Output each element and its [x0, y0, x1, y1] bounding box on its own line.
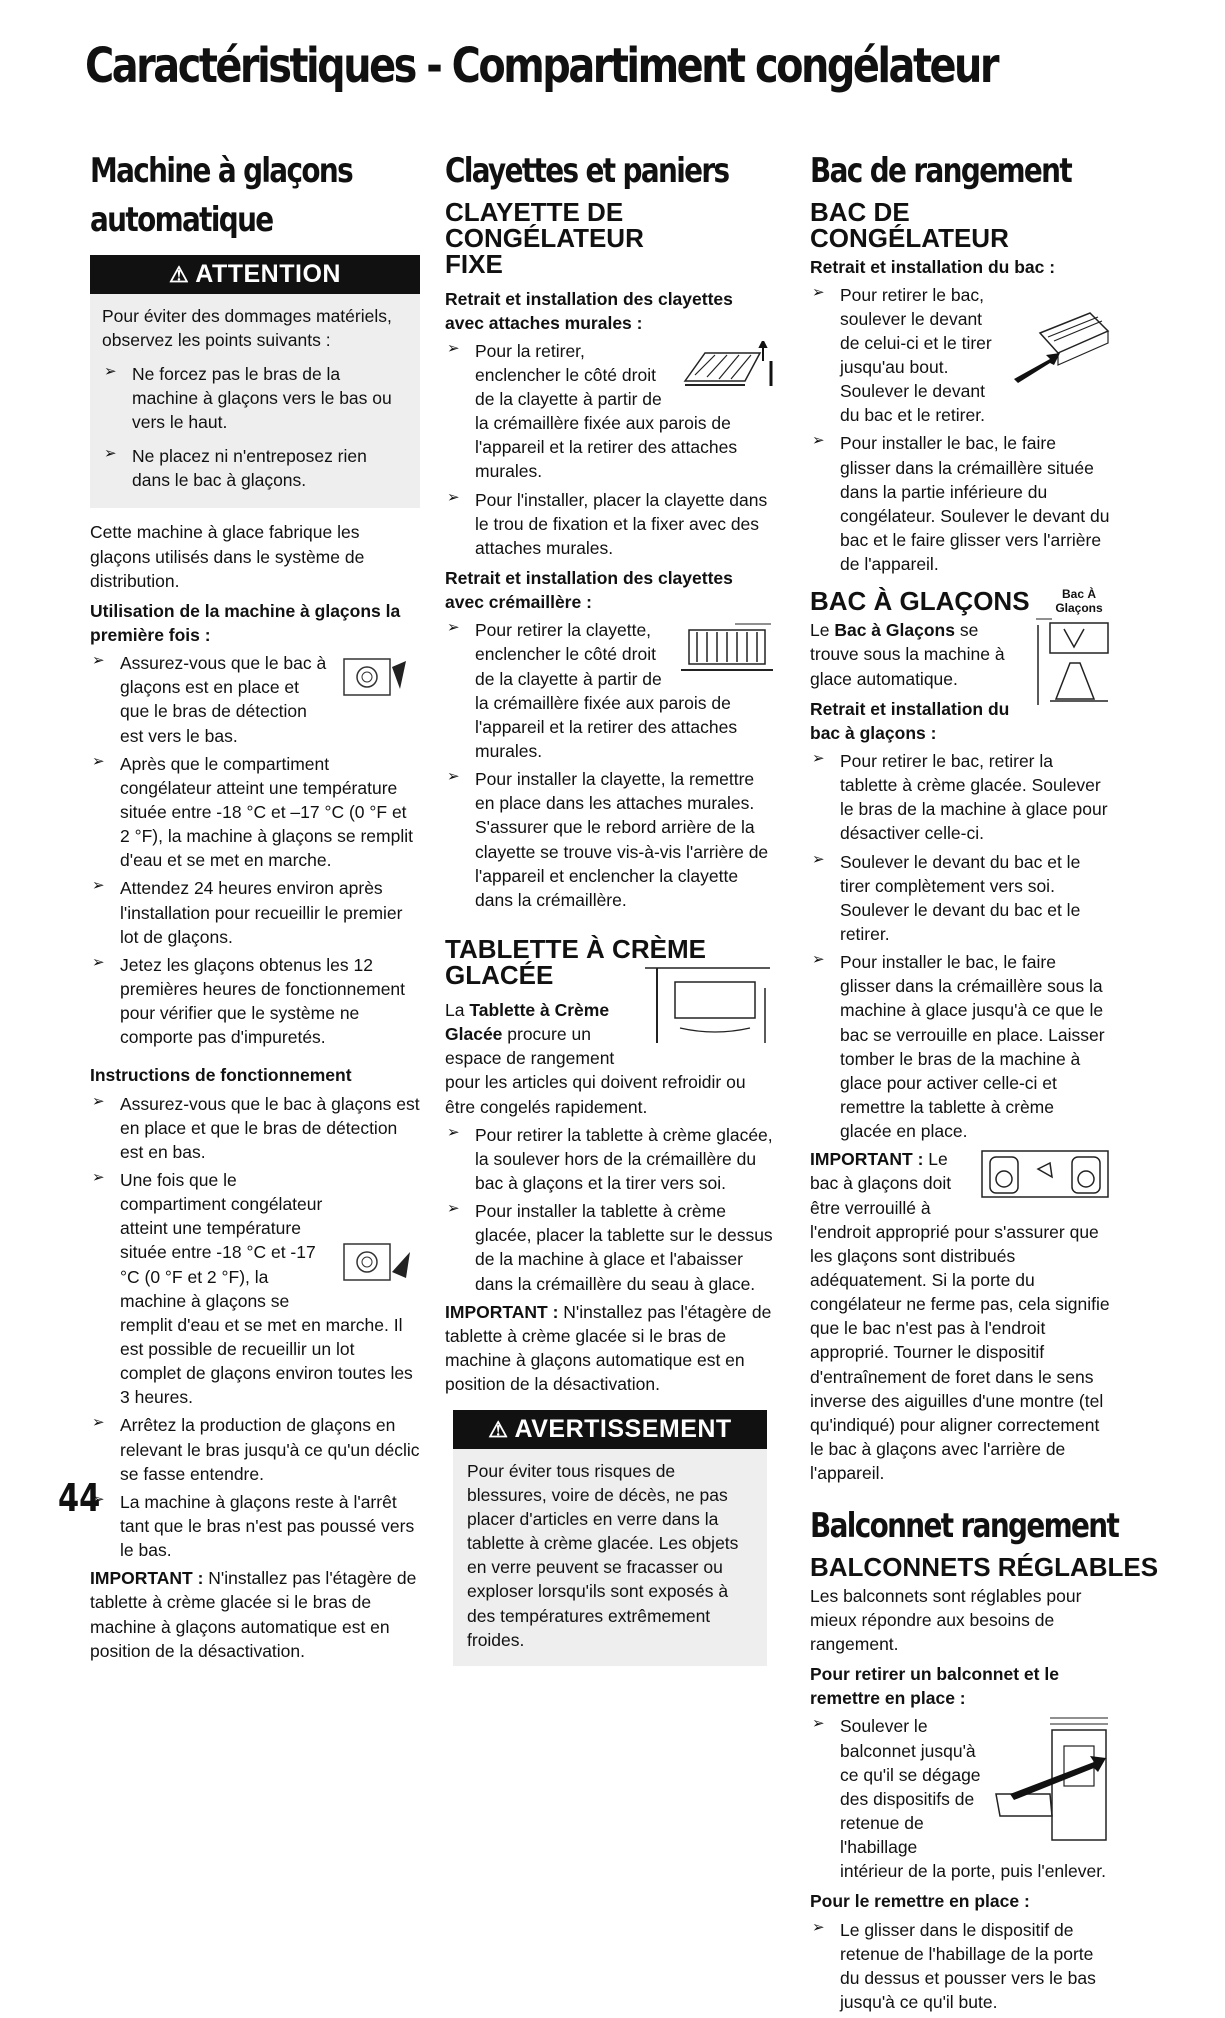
list-item: ➢ Pour retirer le bac, retirer la tablette à crème glacée. Soulever le bras de la machine à glace pour désactiver celle-ci. [810, 749, 1110, 846]
list-item: ➢ Soulever le balconnet jusqu'à ce qu'il se dégage des dispositifs de retenue de l'habillage intérieur de la porte, puis l'enlever. [810, 1714, 1110, 1883]
avertissement-label: AVERTISSEMENT [514, 1415, 732, 1444]
balconnet-remove-heading: Pour retirer un balconnet et le remettre en place : [810, 1664, 1059, 1709]
shelves-title: Clayettes et paniers [445, 151, 729, 191]
ice-bin-figure [1030, 588, 1110, 711]
list-item: ➢ Pour installer le bac, le faire glisser dans la crémaillère située dans la partie inférieure du congélateur. Soulever le devant du bac et le faire glisser vers l'arrière de l'appareil. [810, 431, 1110, 576]
ice-maker-intro: Cette machine à glace fabrique les glaçons utilisés dans le système de distribution. [90, 522, 365, 591]
freezer-bin-heading: Retrait et installation du bac : [810, 256, 1056, 277]
balconnet-title: Balconnet rangement [810, 1506, 1119, 1547]
rack-shelf-heading: Retrait et installation des clayettes avec crémaillère : [445, 568, 733, 613]
list-item: ➢ Pour installer la tablette à crème glacée, placer la tablette sur le dessus de la machine à glace et l'abaisser dans la crémaillère du seau à glace. [445, 1199, 775, 1296]
attention-list [102, 362, 408, 493]
important-note: IMPORTANT : N'installez pas l'étagère de tablette à crème glacée si le bras de machine à glaçons automatique est en position de la désactivation. [90, 1568, 417, 1661]
balconnet-replace-heading: Pour le remettre en place : [810, 1891, 1030, 1912]
rack-shelf-list [445, 618, 775, 912]
ops-list [90, 1092, 420, 1563]
ops-heading: Instructions de fonctionnement [90, 1065, 352, 1086]
ice-maker-arm-down-illustration [340, 653, 420, 701]
ice-bin-label: Bac À Glaçons [1055, 587, 1103, 615]
wall-shelf-illustration [675, 341, 775, 401]
list-item: ➢ Assurez-vous que le bac à glaçons est en place et que le bras de détection est en bas. [90, 1092, 420, 1164]
page-number: 44 [58, 1476, 101, 1520]
list-item: ➢ Attendez 24 heures environ après l'installation pour recueillir le premier lot de glaçons. [90, 876, 420, 948]
list-item: ➢ Pour retirer le bac, soulever le devant de celui-ci et le tirer jusqu'au bout. Soulever le devant du bac et le retirer. [810, 283, 1110, 428]
list-item: ➢ Pour installer le bac, le faire glisser dans la crémaillère sous la machine à glace jusqu'à ce que le bac se verrouille en place. Laisser tomber le bras de la machine à glace pour activer celle-ci et remettre la tablette à crème glacée en place. [810, 950, 1110, 1143]
avertissement-box [453, 1449, 767, 1666]
adjustable-balconnets-title: BALCONNETS RÉGLABLES [810, 1551, 1159, 1582]
wall-shelf-heading: Retrait et installation des clayettes avec attaches murales : [445, 288, 733, 333]
column-ice-maker [90, 150, 420, 1667]
fixed-shelf-title: CLAYETTE DE CONGÉLATEUR FIXE [445, 196, 644, 279]
ice-cream-shelf-title: TABLETTE À CRÈME GLACÉE [445, 934, 706, 991]
list-item: ➢ Le glisser dans le dispositif de retenue de l'habillage de la porte du dessus et pousser vers le bas jusqu'à ce qu'il bute. [810, 1918, 1110, 2015]
wall-shelf-list [445, 339, 775, 560]
warning-triangle-icon: ⚠ [169, 262, 190, 287]
first-use-heading: Utilisation de la machine à glaçons la première fois : [90, 600, 401, 646]
list-item: ➢ Ne placez ni n'entreposez rien dans le bac à glaçons. [102, 444, 408, 492]
attention-intro: Pour éviter des dommages matériels, observez les points suivants : [102, 305, 392, 350]
ice-maker-arm-up-illustration [340, 1238, 420, 1286]
freezer-bin-title: BAC DE CONGÉLATEUR [810, 196, 1009, 253]
ice-maker-title-line2: automatique [90, 199, 273, 240]
ice-bin-title: BAC À GLAÇONS [810, 586, 1030, 617]
list-item: ➢ Pour retirer la clayette, enclencher le côté droit de la clayette à partir de la crémaillère fixée aux parois de l'appareil et la retirer des attaches murales. [445, 618, 775, 763]
balconnet-intro: Les balconnets sont réglables pour mieux répondre aux besoins de rangement. [810, 1585, 1082, 1655]
first-use-list [90, 651, 420, 1049]
list-item: ➢ Jetez les glaçons obtenus les 12 premières heures de fonctionnement pour vérifier que le système ne comporte pas d'impuretés. [90, 953, 420, 1050]
avertissement-banner [453, 1410, 767, 1449]
column-shelves [445, 150, 775, 1666]
balconnet-remove-list [810, 1714, 1110, 1883]
avertissement-text: Pour éviter tous risques de blessures, voire de décès, ne pas placer d'articles en verre dans la tablette à crème glacée. Les objets en verre peuvent se fracasser ou exploser lorsqu'ils sont exposés à des températures extrêmement froides. [467, 1460, 739, 1650]
ice-bin-heading: Retrait et installation du bac à glaçons : [810, 698, 1010, 743]
important-note: IMPORTANT : N'installez pas l'étagère de tablette à crème glacée si le bras de machine à glaçons automatique est en position de la désactivation. [445, 1301, 772, 1395]
ice-cream-shelf-intro: La Tablette à Crème Glacée procure un espace de rangement pour les articles qui doivent refroidir ou être congelés rapidement. [445, 1000, 746, 1117]
ice-bin-intro: Le Bac à Glaçons se trouve sous la machine à glace automatique. [810, 620, 1005, 689]
ice-maker-title-line1: Machine à glaçons [90, 151, 353, 191]
list-item: ➢ Pour installer la clayette, la remettre en place dans les attaches murales. S'assurer que le rebord arrière de la clayette se trouve vis-à-vis l'arrière de l'appareil et enclencher la clayette dans la crémaillère. [445, 767, 775, 912]
ice-bin-list [810, 749, 1110, 1143]
list-item: ➢ Pour l'installer, placer la clayette dans le trou de fixation et la fixer avec des attaches murales. [445, 488, 775, 560]
storage-bin-title: Bac de rangement [810, 151, 1072, 191]
page-title: Caractéristiques - Compartiment congélateur [85, 38, 998, 94]
ice-bin-illustration [1030, 615, 1110, 705]
list-item: ➢ Une fois que le compartiment congélateur atteint une température située entre -18 °C et -17 °C (0 °F et 2 °F), la machine à glaçons se remplit d'eau et se met en marche. Il est possible de recueillir un lot complet de glaçons environ toutes les 3 heures. [90, 1168, 420, 1409]
balconnet-replace-list [810, 1918, 1110, 2015]
list-item: ➢ Assurez-vous que le bac à glaçons est en place et que le bras de détection est vers le bas. [90, 651, 420, 748]
ice-cream-shelf-list [445, 1123, 775, 1296]
list-item: ➢ Pour la retirer, enclencher le côté droit de la clayette à partir de la crémaillère fixée aux parois de l'appareil et la retirer des attaches murales. [445, 339, 775, 484]
column-storage-bins [810, 150, 1159, 2018]
list-item: ➢ Soulever le devant du bac et le tirer complètement vers soi. Soulever le devant du bac et le retirer. [810, 850, 1110, 947]
list-item: ➢ Après que le compartiment congélateur atteint une température située entre -18 °C et –17 °C (0 °F et 2 °F), la machine à glaçons se remplit d'eau et se met en marche. [90, 752, 420, 873]
auger-rotation-illustration [980, 1149, 1110, 1201]
balconnet-illustration [990, 1716, 1110, 1846]
attention-box [90, 294, 420, 509]
warning-triangle-icon: ⚠ [488, 1417, 509, 1443]
list-item: ➢ Arrêtez la production de glaçons en relevant le bras jusqu'à ce qu'un déclic se fasse entendre. [90, 1413, 420, 1485]
attention-label: ATTENTION [195, 260, 341, 288]
rack-shelf-illustration [675, 620, 775, 680]
list-item: ➢ Pour retirer la tablette à crème glacée, la soulever hors de la crémaillère du bac à glaçons et la tirer vers soi. [445, 1123, 775, 1195]
freezer-bin-list [810, 283, 1110, 577]
attention-banner [90, 255, 420, 294]
ice-cream-shelf-illustration [635, 958, 775, 1048]
freezer-bin-illustration [1010, 303, 1110, 383]
list-item: ➢ La machine à glaçons reste à l'arrêt tant que le bras n'est pas poussé vers le bas. [90, 1490, 420, 1562]
important-note: IMPORTANT : Le bac à glaçons doit être verrouillé à l'endroit approprié pour s'assurer que les glaçons sont distribués adéquatement. Si la porte du congélateur ne ferme pas, cela signifie que le bac n'est pas à l'endroit approprié. Tourner le dispositif d'entraînement de foret dans le sens inverse des aiguilles d'une montre (tel qu'indiqué) pour aligner correctement le bac à glaçons avec l'arrière de l'appareil. [810, 1149, 1110, 1484]
list-item: ➢ Ne forcez pas le bras de la machine à glaçons vers le bas ou vers le haut. [102, 362, 408, 434]
